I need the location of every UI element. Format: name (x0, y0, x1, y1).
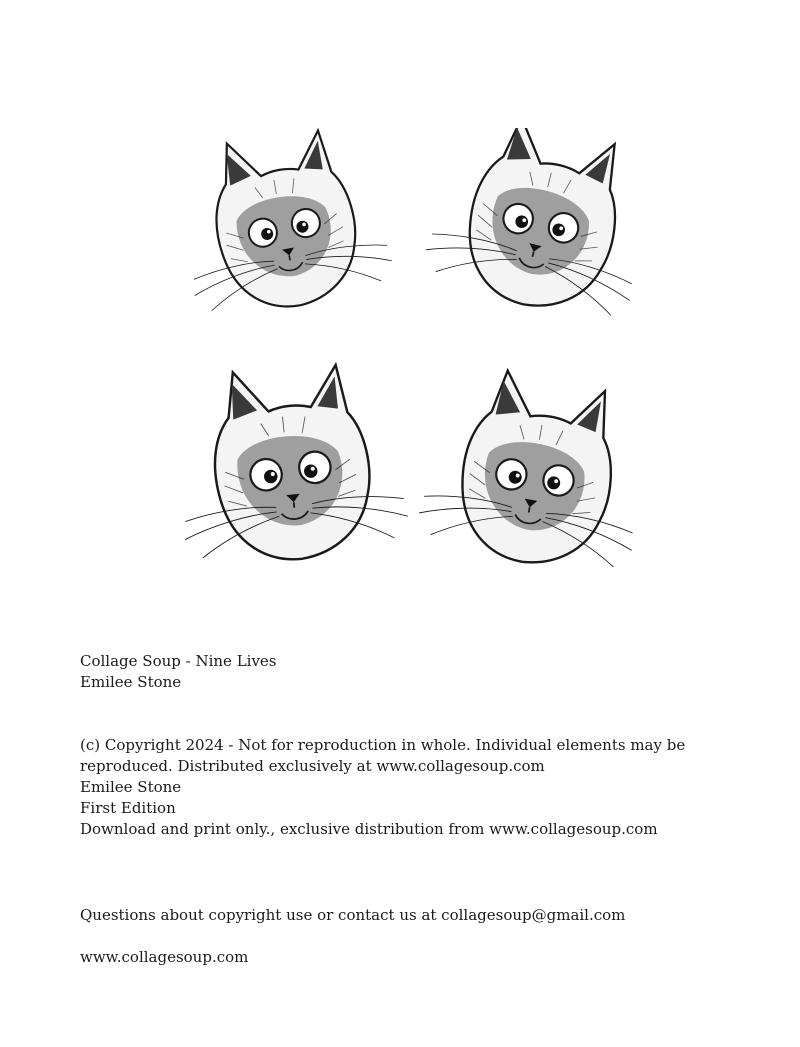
author-name: Emilee Stone (80, 673, 182, 691)
distribution-line: Download and print only., exclusive distribution from www.collagesoup.com (80, 820, 658, 838)
edition-line: First Edition (80, 799, 176, 817)
copyright-line-1: (c) Copyright 2024 - Not for reproduction in whole. Individual elements may be (80, 736, 686, 754)
copyright-block (80, 735, 685, 840)
copyright-author: Emilee Stone (80, 778, 182, 796)
cat-illustration (170, 128, 660, 628)
title-block (80, 651, 277, 693)
copyright-line-2: reproduced. Distributed exclusively at www.collagesoup.com (80, 757, 545, 775)
document-title: Collage Soup - Nine Lives (80, 652, 277, 670)
contact-text: Questions about copyright use or contact us at collagesoup@gmail.com (80, 906, 626, 924)
website-line (80, 947, 248, 968)
contact-line (80, 905, 625, 926)
website-text: www.collagesoup.com (80, 948, 249, 966)
